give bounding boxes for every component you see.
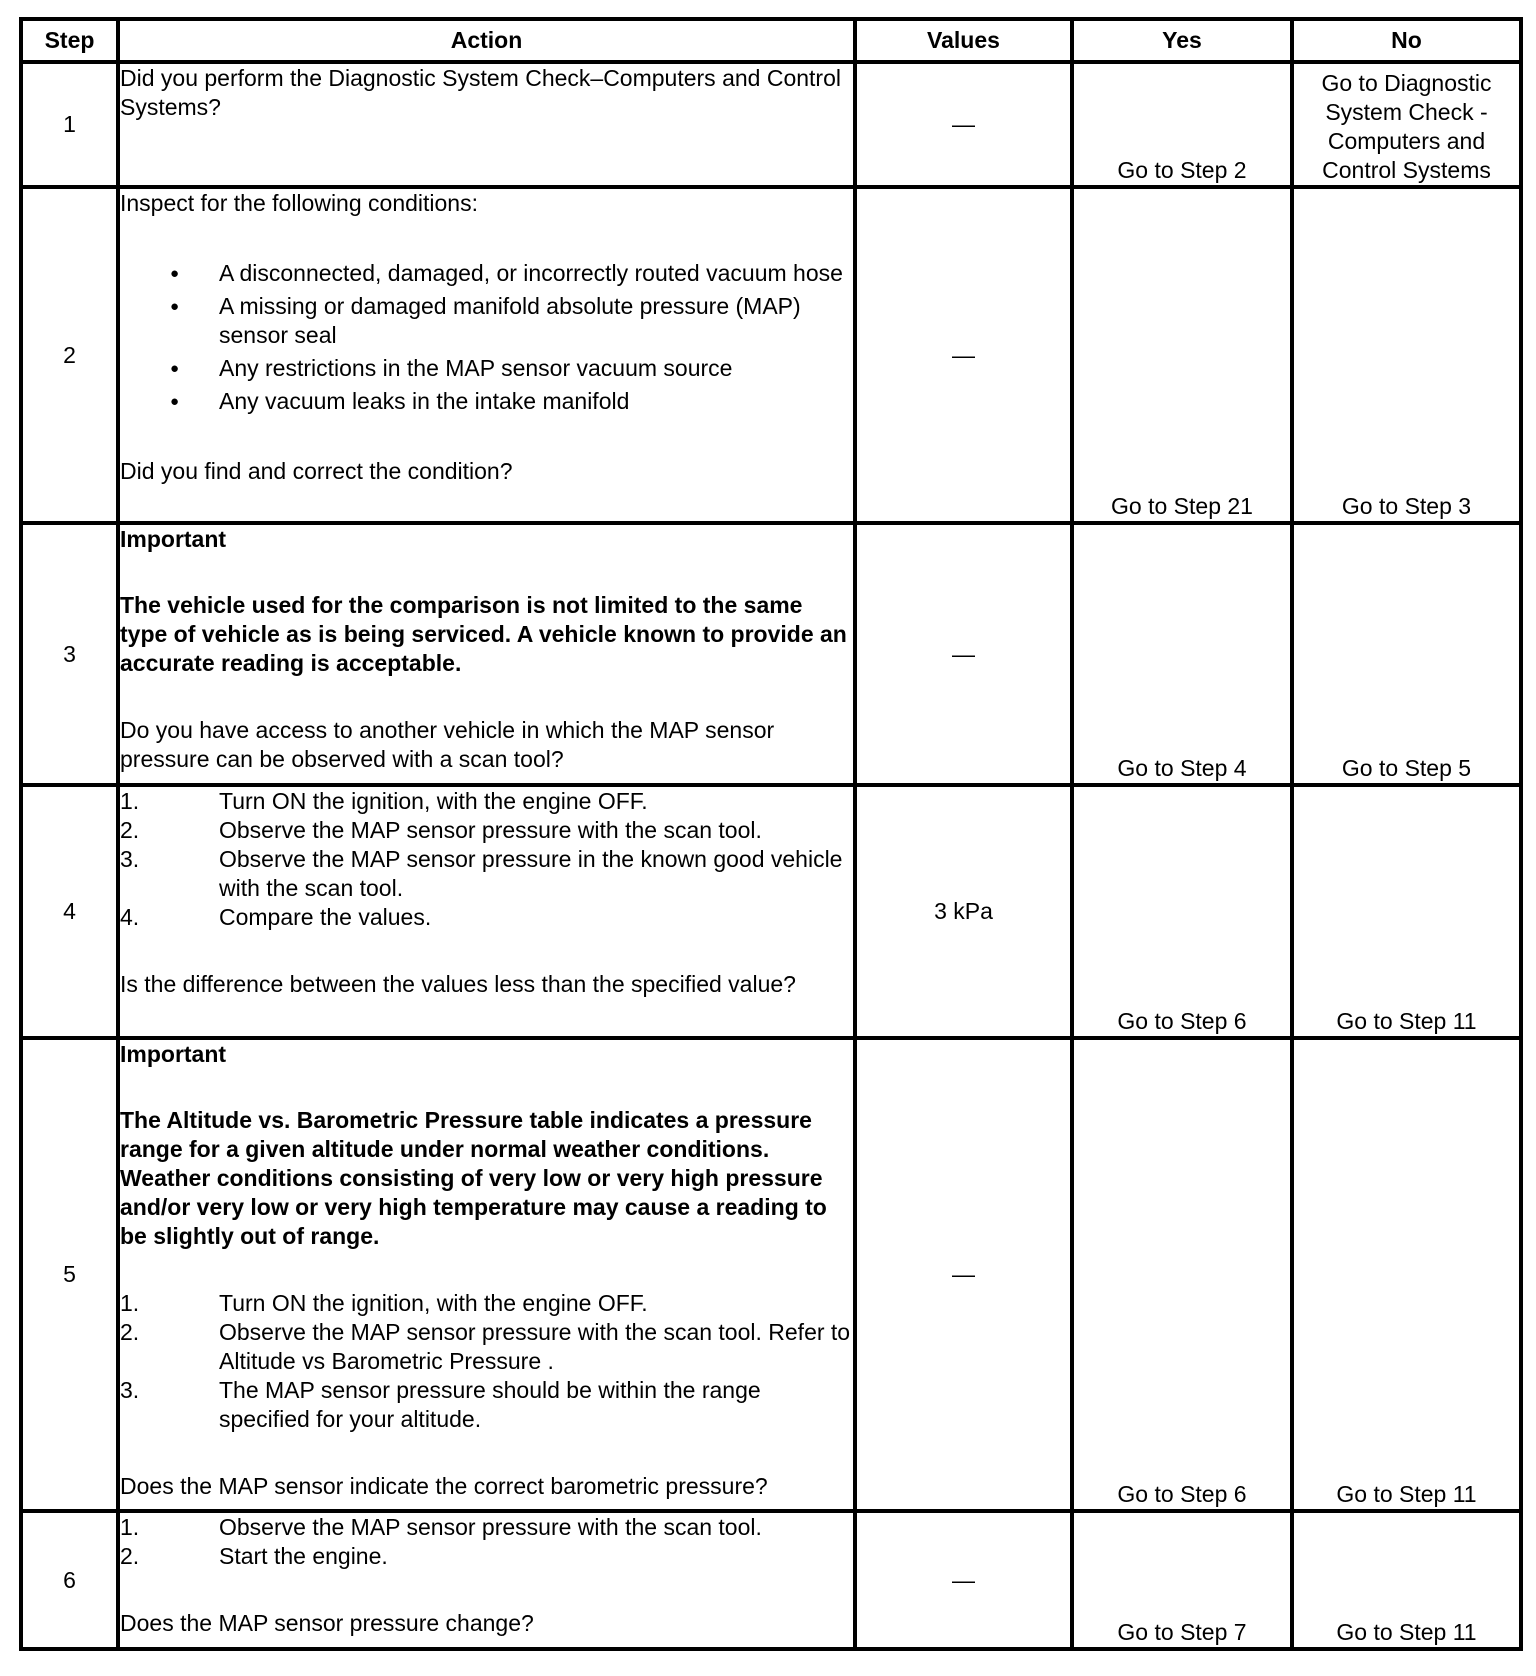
list-item xyxy=(120,845,853,903)
item-text: Observe the MAP sensor pressure in the known good vehicle with the scan tool. xyxy=(219,846,843,901)
value-cell: — xyxy=(855,1511,1072,1649)
action-cell xyxy=(118,1511,855,1649)
step-number: 6 xyxy=(21,1511,118,1649)
table-row xyxy=(21,187,1521,523)
important-label: Important xyxy=(120,1041,227,1067)
step-number: 3 xyxy=(21,523,118,785)
no-text: Go to Diagnostic System Check - Computers and Control Systems xyxy=(1321,70,1492,183)
diagnostic-table xyxy=(19,17,1523,1651)
action-cell xyxy=(118,62,855,187)
list-item xyxy=(120,787,853,816)
value-cell: 3 kPa xyxy=(855,785,1072,1038)
header-row xyxy=(21,19,1521,62)
action-question: Do you have access to another vehicle in which the MAP sensor pressure can be observed with a scan tool? xyxy=(120,717,775,772)
value-cell: — xyxy=(855,187,1072,523)
item-number: 1. xyxy=(120,788,140,814)
step-number: 4 xyxy=(21,785,118,1038)
item-text: The MAP sensor pressure should be within the range specified for your altitude. xyxy=(219,1377,761,1432)
item-text: Observe the MAP sensor pressure with the scan tool. xyxy=(219,817,762,843)
no-cell xyxy=(1292,62,1521,187)
action-question: Is the difference between the values less than the specified value? xyxy=(120,971,796,997)
item-number: 1. xyxy=(120,1514,140,1540)
table-row xyxy=(21,62,1521,187)
procedure-list xyxy=(120,1513,853,1571)
item-number: 4. xyxy=(120,904,140,930)
list-item xyxy=(120,903,853,932)
list-item xyxy=(120,1376,853,1434)
important-note: The vehicle used for the comparison is not limited to the same type of vehicle as is being serviced. A vehicle known to provide an accurate reading is acceptable. xyxy=(120,592,847,676)
yes-cell: Go to Step 6 xyxy=(1072,785,1292,1038)
item-text: Compare the values. xyxy=(219,904,432,930)
action-question: Does the MAP sensor pressure change? xyxy=(120,1610,534,1636)
item-number: 2. xyxy=(120,1543,140,1569)
important-note: The Altitude vs. Barometric Pressure table indicates a pressure range for a given altitude under normal weather conditions. Weather conditions consisting of very low or very high pressure and/or very low or very high temperature may cause a reading to be slightly out of range. xyxy=(120,1107,827,1249)
header-step: Step xyxy=(21,19,118,62)
yes-cell: Go to Step 6 xyxy=(1072,1038,1292,1511)
action-question: Does the MAP sensor indicate the correct barometric pressure? xyxy=(120,1473,768,1499)
procedure-list xyxy=(120,787,853,932)
step-number: 2 xyxy=(21,187,118,523)
action-question: Did you find and correct the condition? xyxy=(120,458,513,484)
table-row xyxy=(21,1038,1521,1511)
list-item: ● A missing or damaged manifold absolute pressure (MAP) sensor seal xyxy=(120,292,853,350)
item-number: 2. xyxy=(120,1319,140,1345)
no-cell: Go to Step 11 xyxy=(1292,785,1521,1038)
list-item xyxy=(120,1542,853,1571)
item-text: Turn ON the ignition, with the engine OFF. xyxy=(219,1290,648,1316)
header-no: No xyxy=(1292,19,1521,62)
procedure-list xyxy=(120,1289,853,1434)
table-row xyxy=(21,785,1521,1038)
yes-cell: Go to Step 2 xyxy=(1072,62,1292,187)
action-cell xyxy=(118,187,855,523)
value-cell: — xyxy=(855,523,1072,785)
header-yes: Yes xyxy=(1072,19,1292,62)
action-cell xyxy=(118,785,855,1038)
item-text: Start the engine. xyxy=(219,1543,388,1569)
list-item xyxy=(120,1289,853,1318)
item-text: Observe the MAP sensor pressure with the scan tool. xyxy=(219,1514,762,1540)
list-item: ● Any restrictions in the MAP sensor vacuum source xyxy=(120,354,853,383)
list-item: ● Any vacuum leaks in the intake manifold xyxy=(120,387,853,416)
header-action: Action xyxy=(118,19,855,62)
yes-cell: Go to Step 7 xyxy=(1072,1511,1292,1649)
item-number: 3. xyxy=(120,1377,140,1403)
list-item xyxy=(120,1318,853,1376)
list-item xyxy=(120,816,853,845)
item-number: 3. xyxy=(120,846,140,872)
table-row xyxy=(21,1511,1521,1649)
item-number: 2. xyxy=(120,817,140,843)
table-row xyxy=(21,523,1521,785)
no-cell: Go to Step 11 xyxy=(1292,1511,1521,1649)
item-text: Turn ON the ignition, with the engine OFF. xyxy=(219,788,648,814)
list-item: ● A disconnected, damaged, or incorrectly routed vacuum hose xyxy=(120,259,853,288)
step-number: 1 xyxy=(21,62,118,187)
header-values: Values xyxy=(855,19,1072,62)
yes-cell: Go to Step 21 xyxy=(1072,187,1292,523)
action-intro: Inspect for the following conditions: xyxy=(120,190,478,216)
no-cell: Go to Step 11 xyxy=(1292,1038,1521,1511)
value-cell: — xyxy=(855,1038,1072,1511)
item-text: Observe the MAP sensor pressure with the scan tool. Refer to Altitude vs Barometric Pressure . xyxy=(219,1319,851,1374)
action-cell xyxy=(118,523,855,785)
no-cell: Go to Step 3 xyxy=(1292,187,1521,523)
action-question: Did you perform the Diagnostic System Check–Computers and Control Systems? xyxy=(120,65,841,120)
list-item xyxy=(120,1513,853,1542)
value-cell: — xyxy=(855,62,1072,187)
step-number: 5 xyxy=(21,1038,118,1511)
item-number: 1. xyxy=(120,1290,140,1316)
yes-cell: Go to Step 4 xyxy=(1072,523,1292,785)
condition-list xyxy=(120,259,853,416)
action-cell xyxy=(118,1038,855,1511)
no-cell: Go to Step 5 xyxy=(1292,523,1521,785)
important-label: Important xyxy=(120,526,227,552)
